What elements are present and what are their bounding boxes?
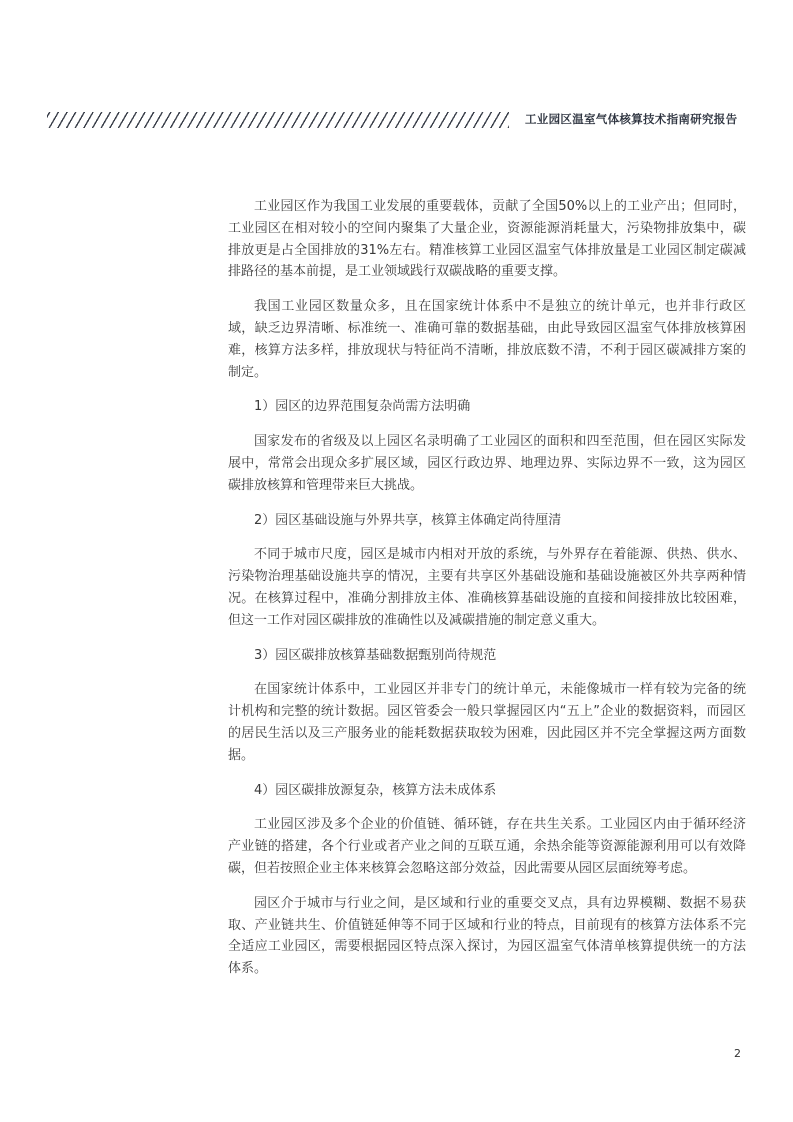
section-heading-1: 1）园区的边界范围复杂尚需方法明确 <box>254 399 471 415</box>
section-heading-3: 3）园区碳排放核算基础数据甄别尚待规范 <box>254 647 497 663</box>
paragraph-boundary: 国家发布的省级及以上园区名录明确了工业园区的面积和四至范围，但在园区实际发展中，常常会出现众多扩展区域，园区行政边界、地理边界、实际边界不一致，这为园区碳排放核算和管理带来巨大挑战。 <box>228 434 746 493</box>
paragraph-infrastructure: 不同于城市尺度，园区是城市内相对开放的系统，与外界存在着能源、供热、供水、污染物治理基础设施共享的情况，主要有共享区外基础设施和基础设施被区外共享两种情况。在核算过程中，准确分割排放主体、准确核算基础设施的直接和间接排放比较困难，但这一工作对园区碳排放的准确性以及减碳措施的制定意义重大。 <box>228 547 746 628</box>
header-stripe-decoration <box>47 112 509 128</box>
paragraph-statistics: 在国家统计体系中，工业园区并非专门的统计单元，未能像城市一样有较为完备的统计机构和完整的统计数据。园区管委会一般只掌握园区内“五上”企业的数据资料，而园区的居民生活以及三产服务业的能耗数据获取较为困难，因此园区并不完全掌握这两方面数据。 <box>228 682 746 763</box>
paragraph-emission-sources: 工业园区涉及多个企业的价值链、循环链，存在共生关系。工业园区内由于循环经济产业链的搭建，各个行业或者产业之间的互联互通，余热余能等资源能源利用可以有效降碳，但若按照企业主体来核算会忽略这部分效益，因此需要从园区层面统筹考虑。 <box>228 817 746 876</box>
paragraph-conclusion: 园区介于城市与行业之间，是区域和行业的重要交叉点，具有边界模糊、数据不易获取、产业链共生、价值链延伸等不同于区域和行业的特点，目前现有的核算方法体系不完全适应工业园区，需要根据园区特点深入探讨，为园区温室气体清单核算提供统一的方法体系。 <box>228 895 746 977</box>
page-number: 2 <box>734 1047 741 1060</box>
header-title: 工业园区温室气体核算技术指南研究报告 <box>525 112 738 126</box>
paragraph-intro: 工业园区作为我国工业发展的重要载体，贡献了全国50%以上的工业产出；但同时，工业园区在相对较小的空间内聚集了大量企业，资源能源消耗量大，污染物排放集中，碳排放更是占全国排放的31%左右。精准核算工业园区温室气体排放量是工业园区制定碳减排路径的基本前提，是工业领域践行双碳战略的重要支撑。 <box>228 199 746 280</box>
section-heading-2: 2）园区基础设施与外界共享，核算主体确定尚待厘清 <box>254 512 562 528</box>
document-body <box>228 196 746 993</box>
paragraph-problem: 我国工业园区数量众多，且在国家统计体系中不是独立的统计单元，也并非行政区域，缺乏边界清晰、标准统一、准确可靠的数据基础，由此导致园区温室气体排放核算困难，核算方法多样，排放现状与特征尚不清晰，排放底数不清，不利于园区碳减排方案的制定。 <box>228 299 746 380</box>
section-heading-4: 4）园区碳排放源复杂，核算方法未成体系 <box>254 782 497 798</box>
